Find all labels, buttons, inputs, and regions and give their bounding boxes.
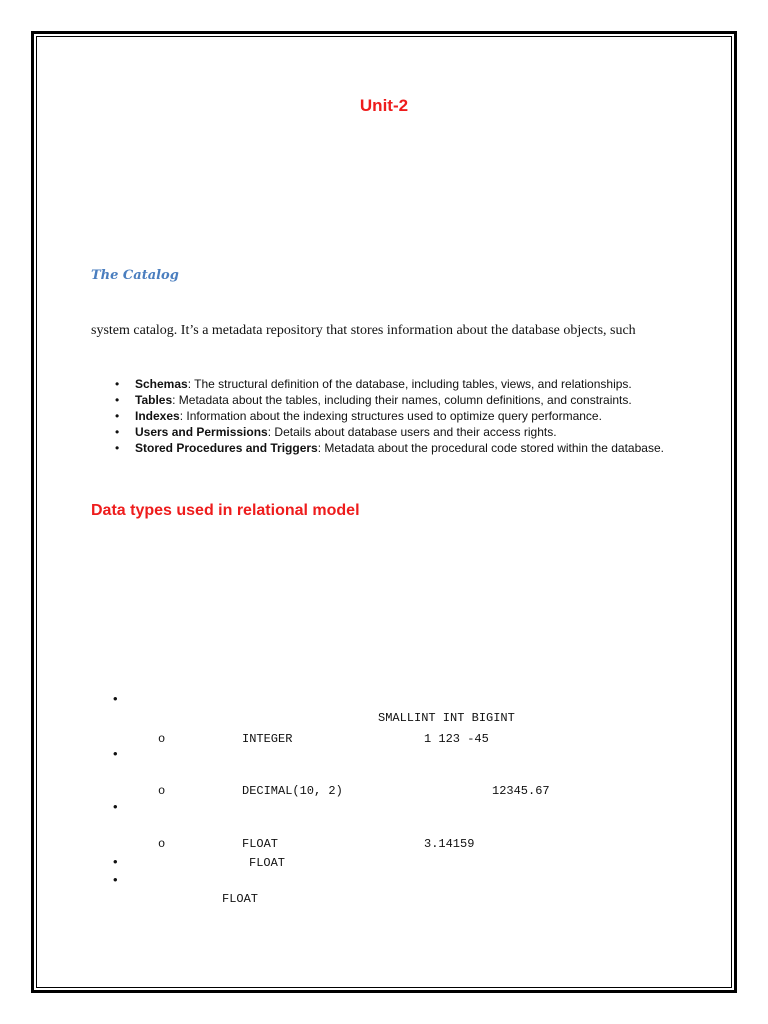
section-heading-catalog: The Catalog <box>91 268 179 283</box>
list-item-text: : The structural definition of the database, including tables, views, and relationships. <box>187 377 632 391</box>
list-item <box>135 392 675 408</box>
sub-bullet-circle: o <box>158 784 166 798</box>
list-item <box>135 440 675 456</box>
bullet-dot: • <box>113 872 118 887</box>
float-label-3: FLOAT <box>222 892 259 906</box>
list-item-term: Users and Permissions <box>135 425 268 439</box>
list-item-term: Tables <box>135 393 173 407</box>
float-example: 3.14159 <box>424 837 475 851</box>
list-item-term: Schemas <box>135 377 188 391</box>
float-label-2: FLOAT <box>249 856 286 870</box>
integer-label: INTEGER <box>242 732 293 746</box>
int-variants: SMALLINT INT BIGINT <box>378 711 515 725</box>
bullet-dot: • <box>113 799 118 814</box>
list-item-term: Stored Procedures and Triggers <box>135 441 318 455</box>
sub-bullet-circle: o <box>158 732 166 746</box>
bullet-dot: • <box>113 746 118 761</box>
catalog-paragraph: system catalog. It’s a metadata repository that stores information about the database objects, such <box>91 323 636 338</box>
bullet-dot: • <box>113 691 118 706</box>
decimal-example: 12345.67 <box>492 784 550 798</box>
catalog-list <box>135 376 675 456</box>
decimal-label: DECIMAL(10, 2) <box>242 784 343 798</box>
list-item <box>135 424 675 440</box>
list-item <box>135 408 675 424</box>
sub-bullet-circle: o <box>158 837 166 851</box>
list-item <box>135 376 675 392</box>
list-item-text: : Details about database users and their access rights. <box>267 425 557 439</box>
list-item-text: : Information about the indexing structures used to optimize query performance. <box>179 409 602 423</box>
list-item-text: : Metadata about the procedural code stored within the database. <box>317 441 664 455</box>
section-heading-datatypes: Data types used in relational model <box>91 502 360 519</box>
page-title: Unit-2 <box>359 96 409 115</box>
bullet-dot: • <box>113 854 118 869</box>
list-item-text: : Metadata about the tables, including their names, column definitions, and constraints. <box>172 393 632 407</box>
integer-example: 1 123 -45 <box>424 732 489 746</box>
list-item-term: Indexes <box>135 409 180 423</box>
float-label: FLOAT <box>242 837 279 851</box>
